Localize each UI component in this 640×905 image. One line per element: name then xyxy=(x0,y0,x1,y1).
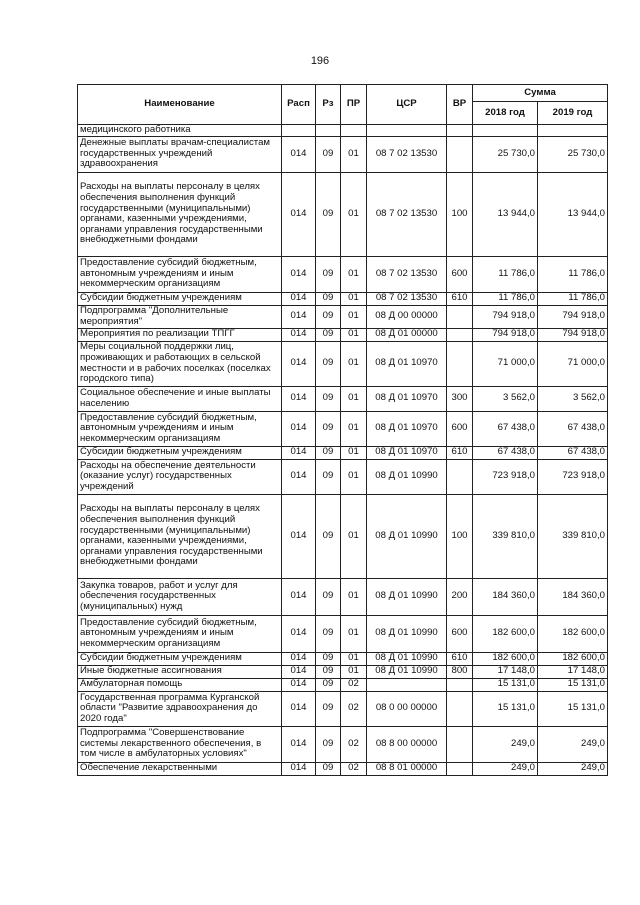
row-sum-2019: 67 438,0 xyxy=(538,411,608,446)
row-rz: 09 xyxy=(316,615,341,652)
row-rz: 09 xyxy=(316,136,341,172)
budget-table xyxy=(77,84,608,776)
row-rz: 09 xyxy=(316,652,341,665)
row-csr: 08 8 00 00000 xyxy=(367,726,447,762)
row-vr: 610 xyxy=(447,292,473,305)
row-rasp: 014 xyxy=(282,136,316,172)
row-rz: 09 xyxy=(316,459,341,494)
row-rz: 09 xyxy=(316,691,341,726)
header-name: Наименование xyxy=(78,85,282,125)
row-rz: 09 xyxy=(316,411,341,446)
row-sum-2019: 184 360,0 xyxy=(538,578,608,615)
row-name: Обеспечение лекарственными xyxy=(78,762,282,775)
row-name: Подпрограмма "Дополнительные мероприятия" xyxy=(78,305,282,328)
row-sum-2018: 15 131,0 xyxy=(473,678,538,691)
row-rasp xyxy=(282,125,316,137)
row-pr: 02 xyxy=(341,762,367,775)
row-csr: 08 Д 01 10990 xyxy=(367,459,447,494)
header-rz: Рз xyxy=(316,85,341,125)
row-csr: 08 Д 01 10970 xyxy=(367,386,447,411)
row-rasp: 014 xyxy=(282,494,316,578)
row-rasp: 014 xyxy=(282,386,316,411)
row-vr: 800 xyxy=(447,665,473,678)
header-sum: Сумма xyxy=(473,85,608,102)
row-sum-2018: 17 148,0 xyxy=(473,665,538,678)
row-pr: 01 xyxy=(341,136,367,172)
row-vr xyxy=(447,678,473,691)
row-vr xyxy=(447,726,473,762)
page-number: 196 xyxy=(310,55,330,67)
row-rasp: 014 xyxy=(282,341,316,386)
row-name: Предоставление субсидий бюджетным, автономным учреждениям и иным некоммерческим организациям xyxy=(78,256,282,292)
row-rz xyxy=(316,125,341,137)
row-rz: 09 xyxy=(316,328,341,341)
row-vr: 600 xyxy=(447,615,473,652)
row-csr: 08 Д 01 10970 xyxy=(367,341,447,386)
table-row xyxy=(78,691,608,726)
row-sum-2018: 13 944,0 xyxy=(473,172,538,256)
row-vr: 200 xyxy=(447,578,473,615)
row-sum-2018: 182 600,0 xyxy=(473,652,538,665)
row-pr: 01 xyxy=(341,341,367,386)
row-name: Закупка товаров, работ и услуг для обеспечения государственных (муниципальных) нужд xyxy=(78,578,282,615)
row-pr: 01 xyxy=(341,305,367,328)
row-vr xyxy=(447,328,473,341)
row-vr: 610 xyxy=(447,446,473,459)
table-row xyxy=(78,341,608,386)
row-sum-2019: 15 131,0 xyxy=(538,691,608,726)
row-sum-2018: 249,0 xyxy=(473,762,538,775)
row-rasp: 014 xyxy=(282,305,316,328)
row-pr: 01 xyxy=(341,411,367,446)
row-rasp: 014 xyxy=(282,256,316,292)
row-sum-2018: 3 562,0 xyxy=(473,386,538,411)
header-year-2018: 2018 год xyxy=(473,102,538,125)
row-sum-2018: 11 786,0 xyxy=(473,256,538,292)
row-vr: 100 xyxy=(447,494,473,578)
row-name: Социальное обеспечение и иные выплаты населению xyxy=(78,386,282,411)
row-pr: 01 xyxy=(341,386,367,411)
header-year-2019: 2019 год xyxy=(538,102,608,125)
row-name: Субсидии бюджетным учреждениям xyxy=(78,292,282,305)
row-sum-2018: 339 810,0 xyxy=(473,494,538,578)
row-sum-2019: 249,0 xyxy=(538,726,608,762)
row-name: Расходы на выплаты персоналу в целях обеспечения выполнения функций государственными (муниципальными) органами, казенными учреждениями, органами управления государственными внебюджетными фондами xyxy=(78,172,282,256)
table-row xyxy=(78,305,608,328)
row-csr: 08 Д 01 10970 xyxy=(367,411,447,446)
row-pr: 02 xyxy=(341,678,367,691)
table-row xyxy=(78,386,608,411)
row-sum-2018: 794 918,0 xyxy=(473,305,538,328)
row-vr xyxy=(447,459,473,494)
row-name: Денежные выплаты врачам-специалистам государственных учреждений здравоохранения xyxy=(78,136,282,172)
row-rz: 09 xyxy=(316,341,341,386)
row-rasp: 014 xyxy=(282,615,316,652)
row-rz: 09 xyxy=(316,678,341,691)
row-sum-2018: 71 000,0 xyxy=(473,341,538,386)
row-sum-2018: 794 918,0 xyxy=(473,328,538,341)
row-name: Расходы на обеспечение деятельности (оказание услуг) государственных учреждений xyxy=(78,459,282,494)
row-vr xyxy=(447,305,473,328)
row-csr xyxy=(367,678,447,691)
row-rasp: 014 xyxy=(282,328,316,341)
row-rasp: 014 xyxy=(282,665,316,678)
row-vr: 600 xyxy=(447,411,473,446)
row-rz: 09 xyxy=(316,305,341,328)
table-row xyxy=(78,726,608,762)
row-rz: 09 xyxy=(316,446,341,459)
row-rasp: 014 xyxy=(282,292,316,305)
table-row xyxy=(78,446,608,459)
table-row xyxy=(78,459,608,494)
table-row xyxy=(78,665,608,678)
table-header xyxy=(78,85,608,125)
table-row xyxy=(78,578,608,615)
row-csr xyxy=(367,125,447,137)
row-sum-2019: 67 438,0 xyxy=(538,446,608,459)
row-pr xyxy=(341,125,367,137)
row-rasp: 014 xyxy=(282,691,316,726)
row-sum-2019: 339 810,0 xyxy=(538,494,608,578)
row-sum-2018: 67 438,0 xyxy=(473,411,538,446)
row-rasp: 014 xyxy=(282,172,316,256)
row-rz: 09 xyxy=(316,665,341,678)
row-vr xyxy=(447,341,473,386)
table-row xyxy=(78,256,608,292)
row-vr xyxy=(447,136,473,172)
row-name: Предоставление субсидий бюджетным, автономным учреждениям и иным некоммерческим организациям xyxy=(78,411,282,446)
row-vr xyxy=(447,125,473,137)
row-sum-2019: 723 918,0 xyxy=(538,459,608,494)
row-rz: 09 xyxy=(316,256,341,292)
row-pr: 01 xyxy=(341,578,367,615)
row-rz: 09 xyxy=(316,172,341,256)
row-sum-2019: 794 918,0 xyxy=(538,328,608,341)
row-vr xyxy=(447,762,473,775)
row-rasp: 014 xyxy=(282,411,316,446)
row-sum-2019: 71 000,0 xyxy=(538,341,608,386)
row-sum-2018: 25 730,0 xyxy=(473,136,538,172)
row-sum-2019: 11 786,0 xyxy=(538,292,608,305)
row-sum-2019: 249,0 xyxy=(538,762,608,775)
row-csr: 08 8 01 00000 xyxy=(367,762,447,775)
row-csr: 08 Д 01 10970 xyxy=(367,446,447,459)
table-row xyxy=(78,678,608,691)
row-name: Расходы на выплаты персоналу в целях обеспечения выполнения функций государственными (муниципальными) органами, казенными учреждениями, органами управления государственными внебюджетными фондами xyxy=(78,494,282,578)
row-csr: 08 0 00 00000 xyxy=(367,691,447,726)
table-row xyxy=(78,652,608,665)
row-rasp: 014 xyxy=(282,762,316,775)
row-name: Субсидии бюджетным учреждениям xyxy=(78,446,282,459)
table-row xyxy=(78,292,608,305)
row-sum-2018: 184 360,0 xyxy=(473,578,538,615)
row-sum-2019: 3 562,0 xyxy=(538,386,608,411)
row-name: медицинского работника xyxy=(78,125,282,137)
row-sum-2019: 25 730,0 xyxy=(538,136,608,172)
row-sum-2018 xyxy=(473,125,538,137)
table-row xyxy=(78,125,608,137)
row-sum-2019 xyxy=(538,125,608,137)
row-pr: 01 xyxy=(341,652,367,665)
row-sum-2018: 249,0 xyxy=(473,726,538,762)
row-name: Подпрограмма "Совершенствование системы лекарственного обеспечения, в том числе в амбулаторных условиях" xyxy=(78,726,282,762)
row-pr: 01 xyxy=(341,494,367,578)
row-sum-2019: 794 918,0 xyxy=(538,305,608,328)
table-row xyxy=(78,172,608,256)
row-vr: 300 xyxy=(447,386,473,411)
row-pr: 01 xyxy=(341,615,367,652)
row-csr: 08 Д 01 10990 xyxy=(367,652,447,665)
row-rasp: 014 xyxy=(282,678,316,691)
row-rasp: 014 xyxy=(282,578,316,615)
row-pr: 01 xyxy=(341,328,367,341)
row-rz: 09 xyxy=(316,762,341,775)
table-row xyxy=(78,615,608,652)
row-pr: 02 xyxy=(341,691,367,726)
row-rasp: 014 xyxy=(282,726,316,762)
table-row xyxy=(78,494,608,578)
row-rasp: 014 xyxy=(282,459,316,494)
row-name: Государственная программа Курганской области "Развитие здравоохранения до 2020 года" xyxy=(78,691,282,726)
header-vr: ВР xyxy=(447,85,473,125)
header-csr: ЦСР xyxy=(367,85,447,125)
table-body xyxy=(78,125,608,776)
header-rasp: Расп xyxy=(282,85,316,125)
row-sum-2018: 15 131,0 xyxy=(473,691,538,726)
table-row xyxy=(78,328,608,341)
row-sum-2019: 17 148,0 xyxy=(538,665,608,678)
row-rz: 09 xyxy=(316,386,341,411)
row-pr: 01 xyxy=(341,459,367,494)
row-csr: 08 Д 01 10990 xyxy=(367,578,447,615)
row-pr: 01 xyxy=(341,665,367,678)
row-sum-2019: 13 944,0 xyxy=(538,172,608,256)
row-vr: 100 xyxy=(447,172,473,256)
row-sum-2018: 182 600,0 xyxy=(473,615,538,652)
row-sum-2019: 182 600,0 xyxy=(538,652,608,665)
row-pr: 02 xyxy=(341,726,367,762)
row-sum-2019: 182 600,0 xyxy=(538,615,608,652)
row-rasp: 014 xyxy=(282,446,316,459)
row-pr: 01 xyxy=(341,256,367,292)
row-rz: 09 xyxy=(316,726,341,762)
row-csr: 08 7 02 13530 xyxy=(367,136,447,172)
row-vr: 610 xyxy=(447,652,473,665)
row-rasp: 014 xyxy=(282,652,316,665)
header-pr: ПР xyxy=(341,85,367,125)
row-name: Иные бюджетные ассигнования xyxy=(78,665,282,678)
row-csr: 08 7 02 13530 xyxy=(367,292,447,305)
row-name: Субсидии бюджетным учреждениям xyxy=(78,652,282,665)
row-name: Меры социальной поддержки лиц, проживающих и работающих в сельской местности и в рабочих поселках (поселках городского типа) xyxy=(78,341,282,386)
row-name: Амбулаторная помощь xyxy=(78,678,282,691)
row-rz: 09 xyxy=(316,578,341,615)
row-csr: 08 Д 01 00000 xyxy=(367,328,447,341)
row-pr: 01 xyxy=(341,172,367,256)
row-sum-2018: 67 438,0 xyxy=(473,446,538,459)
row-rz: 09 xyxy=(316,292,341,305)
table-row xyxy=(78,136,608,172)
row-csr: 08 7 02 13530 xyxy=(367,172,447,256)
row-pr: 01 xyxy=(341,446,367,459)
row-name: Мероприятия по реализации ТПГГ xyxy=(78,328,282,341)
table-row xyxy=(78,762,608,775)
row-pr: 01 xyxy=(341,292,367,305)
row-name: Предоставление субсидий бюджетным, автономным учреждениям и иным некоммерческим организациям xyxy=(78,615,282,652)
row-csr: 08 Д 01 10990 xyxy=(367,494,447,578)
row-vr xyxy=(447,691,473,726)
row-csr: 08 Д 00 00000 xyxy=(367,305,447,328)
row-csr: 08 Д 01 10990 xyxy=(367,615,447,652)
row-vr: 600 xyxy=(447,256,473,292)
row-sum-2019: 11 786,0 xyxy=(538,256,608,292)
row-sum-2018: 11 786,0 xyxy=(473,292,538,305)
row-rz: 09 xyxy=(316,494,341,578)
row-sum-2019: 15 131,0 xyxy=(538,678,608,691)
table-row xyxy=(78,411,608,446)
row-sum-2018: 723 918,0 xyxy=(473,459,538,494)
row-csr: 08 Д 01 10990 xyxy=(367,665,447,678)
row-csr: 08 7 02 13530 xyxy=(367,256,447,292)
